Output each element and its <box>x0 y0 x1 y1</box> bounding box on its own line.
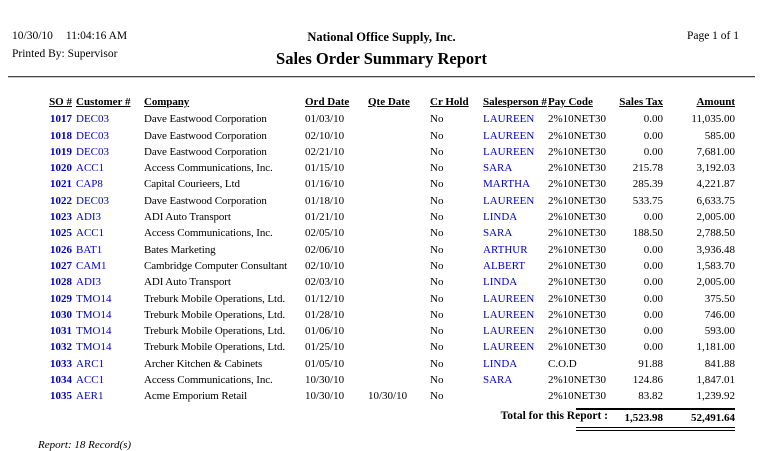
printed-by: Printed By: Supervisor <box>12 48 118 60</box>
so-number-link[interactable]: 1026 <box>50 243 72 256</box>
table-row <box>34 176 735 192</box>
customer-number-link[interactable]: DEC03 <box>76 129 109 142</box>
ord-date-cell: 01/25/10 <box>305 341 345 354</box>
company-cell: Dave Eastwood Corporation <box>144 145 267 158</box>
cr-hold-cell: No <box>430 145 444 158</box>
table-row <box>34 356 735 372</box>
qte-date-cell <box>368 242 430 258</box>
pay-code-cell: 2%10NET30 <box>548 227 607 240</box>
customer-number-link[interactable]: TMO14 <box>76 308 112 321</box>
column-header-so: SO # <box>49 96 72 108</box>
sales-tax-cell: 0.00 <box>643 341 663 354</box>
qte-date-cell <box>368 176 430 192</box>
ord-date-cell: 02/05/10 <box>305 227 345 240</box>
column-header-ord-date: Ord Date <box>305 96 350 108</box>
column-header-customer: Customer # <box>76 96 131 108</box>
cr-hold-cell: No <box>430 374 444 387</box>
company-cell: Access Communications, Inc. <box>144 374 273 387</box>
amount-cell: 3,936.48 <box>696 243 735 256</box>
header-center <box>230 30 533 69</box>
so-number-link[interactable]: 1025 <box>50 227 72 240</box>
so-number-link[interactable]: 1028 <box>50 276 72 289</box>
salesperson-link[interactable]: ARTHUR <box>483 243 528 256</box>
table-row <box>34 372 735 388</box>
customer-number-link[interactable]: ACC1 <box>76 374 105 387</box>
qte-date-cell <box>368 258 430 274</box>
ord-date-cell: 10/30/10 <box>305 374 345 387</box>
so-number-link[interactable]: 1027 <box>50 259 72 272</box>
amount-cell: 746.00 <box>704 308 735 321</box>
ord-date-cell: 02/03/10 <box>305 276 345 289</box>
totals-label: Total for this Report : <box>500 409 608 422</box>
table-row <box>34 225 735 241</box>
amount-cell: 11,035.00 <box>691 113 735 126</box>
cr-hold-cell: No <box>430 341 444 354</box>
ord-date-cell: 02/10/10 <box>305 259 345 272</box>
header-divider <box>8 76 755 78</box>
salesperson-link[interactable]: LAUREEN <box>483 129 535 142</box>
so-number-link[interactable]: 1021 <box>50 178 72 191</box>
cr-hold-cell: No <box>430 243 444 256</box>
column-header-sales-tax: Sales Tax <box>619 96 663 108</box>
qte-date-cell <box>368 372 430 388</box>
ord-date-cell: 01/21/10 <box>305 211 345 224</box>
pay-code-cell: 2%10NET30 <box>548 325 607 338</box>
customer-number-link[interactable]: CAP8 <box>76 178 103 191</box>
cr-hold-cell: No <box>430 259 444 272</box>
report-totals-row <box>34 408 735 431</box>
table-row <box>34 111 735 127</box>
cr-hold-cell: No <box>430 194 444 207</box>
sales-tax-cell: 91.88 <box>638 357 663 370</box>
page-header <box>0 0 763 69</box>
qte-date-cell <box>368 193 430 209</box>
table-row <box>34 160 735 176</box>
company-cell: Dave Eastwood Corporation <box>144 113 267 126</box>
pay-code-cell: 2%10NET30 <box>548 162 607 175</box>
company-cell: Acme Emporium Retail <box>144 390 248 403</box>
page-indicator: Page 1 of 1 <box>686 30 739 42</box>
print-time: 11:04:16 AM <box>65 30 128 42</box>
column-header-pay-code: Pay Code <box>548 96 593 108</box>
customer-number-link[interactable]: ACC1 <box>76 227 105 240</box>
so-number-link[interactable]: 1033 <box>50 357 72 370</box>
sales-tax-cell: 0.00 <box>643 325 663 338</box>
so-number-link[interactable]: 1030 <box>50 308 72 321</box>
table-header-row <box>34 94 735 110</box>
column-header-amount: Amount <box>696 96 735 108</box>
ord-date-cell: 01/18/10 <box>305 194 345 207</box>
sales-tax-cell: 0.00 <box>643 145 663 158</box>
pay-code-cell: 2%10NET30 <box>548 308 607 321</box>
company-cell: ADI Auto Transport <box>144 276 231 289</box>
sales-tax-cell: 0.00 <box>643 211 663 224</box>
customer-number-link[interactable]: AER1 <box>76 390 104 403</box>
amount-cell: 2,005.00 <box>696 211 735 224</box>
sales-tax-cell: 0.00 <box>643 243 663 256</box>
sales-order-table <box>0 94 763 405</box>
ord-date-cell: 01/03/10 <box>305 113 345 126</box>
amount-cell: 593.00 <box>704 325 735 338</box>
sales-tax-cell: 0.00 <box>643 292 663 305</box>
salesperson-link[interactable]: LAUREEN <box>483 341 535 354</box>
pay-code-cell: 2%10NET30 <box>548 276 607 289</box>
cr-hold-cell: No <box>430 276 444 289</box>
table-row <box>34 339 735 355</box>
sales-tax-cell: 0.00 <box>643 276 663 289</box>
pay-code-cell: 2%10NET30 <box>548 178 607 191</box>
amount-cell: 3,192.03 <box>696 162 735 175</box>
sales-tax-cell: 0.00 <box>643 129 663 142</box>
record-count: Report: 18 Record(s) <box>38 438 132 451</box>
amount-cell: 375.50 <box>704 292 735 305</box>
amount-cell: 1,583.70 <box>696 259 735 272</box>
cr-hold-cell: No <box>430 390 444 403</box>
salesperson-link[interactable]: LINDA <box>483 276 518 289</box>
table-row <box>34 307 735 323</box>
pay-code-cell: 2%10NET30 <box>548 129 607 142</box>
pay-code-cell: 2%10NET30 <box>548 259 607 272</box>
salesperson-link[interactable]: LAUREEN <box>483 308 535 321</box>
cr-hold-cell: No <box>430 211 444 224</box>
sales-tax-cell: 215.78 <box>632 162 663 175</box>
so-number-link[interactable]: 1035 <box>50 390 72 403</box>
so-number-link[interactable]: 1034 <box>50 374 72 387</box>
cr-hold-cell: No <box>430 178 444 191</box>
cr-hold-cell: No <box>430 227 444 240</box>
customer-number-link[interactable]: ACC1 <box>76 162 105 175</box>
sales-tax-cell: 188.50 <box>632 227 663 240</box>
customer-number-link[interactable]: CAM1 <box>76 259 107 272</box>
company-cell: Cambridge Computer Consultant <box>144 259 288 272</box>
print-datetime <box>12 30 230 42</box>
pay-code-cell: 2%10NET30 <box>548 211 607 224</box>
company-cell: Dave Eastwood Corporation <box>144 194 267 207</box>
ord-date-cell: 10/30/10 <box>305 390 345 403</box>
ord-date-cell: 02/10/10 <box>305 129 345 142</box>
table-body <box>0 111 763 404</box>
sales-tax-cell: 0.00 <box>643 259 663 272</box>
customer-number-link[interactable]: DEC03 <box>76 194 109 207</box>
cr-hold-cell: No <box>430 357 444 370</box>
qte-date-cell <box>368 111 430 127</box>
sales-tax-cell: 0.00 <box>643 308 663 321</box>
qte-date-cell <box>368 339 430 355</box>
column-header-company: Company <box>144 96 190 108</box>
ord-date-cell: 01/06/10 <box>305 325 345 338</box>
cr-hold-cell: No <box>430 113 444 126</box>
company-cell: Access Communications, Inc. <box>144 227 273 240</box>
so-number-link[interactable]: 1020 <box>50 162 72 175</box>
qte-date-cell <box>368 307 430 323</box>
ord-date-cell: 02/06/10 <box>305 243 345 256</box>
amount-cell: 1,181.00 <box>696 341 735 354</box>
qte-date-cell <box>368 225 430 241</box>
customer-number-link[interactable]: BAT1 <box>76 243 103 256</box>
qte-date-cell <box>368 128 430 144</box>
ord-date-cell: 01/12/10 <box>305 292 345 305</box>
so-number-link[interactable]: 1022 <box>50 194 72 207</box>
company-cell: Bates Marketing <box>144 243 216 256</box>
company-cell: Treburk Mobile Operations, Ltd. <box>144 292 286 305</box>
qte-date-cell <box>368 356 430 372</box>
company-cell: Treburk Mobile Operations, Ltd. <box>144 341 286 354</box>
amount-cell: 1,239.92 <box>696 390 735 403</box>
ord-date-cell: 02/21/10 <box>305 145 345 158</box>
table-row <box>34 274 735 290</box>
qte-date-cell <box>368 274 430 290</box>
so-number-link[interactable]: 1029 <box>50 292 72 305</box>
salesperson-link[interactable]: LAUREEN <box>483 325 535 338</box>
salesperson-link[interactable]: SARA <box>483 374 513 387</box>
print-date: 10/30/10 <box>12 30 53 42</box>
total-amount: 52,491.64 <box>651 408 735 431</box>
column-header-salesperson: Salesperson # <box>483 96 547 108</box>
sales-tax-cell: 124.86 <box>632 374 663 387</box>
table-row <box>34 128 735 144</box>
sales-tax-cell: 285.39 <box>632 178 663 191</box>
so-number-link[interactable]: 1017 <box>50 113 72 126</box>
salesperson-link[interactable]: SARA <box>483 162 513 175</box>
customer-number-link[interactable]: DEC03 <box>76 145 109 158</box>
salesperson-link[interactable]: LAUREEN <box>483 292 535 305</box>
ord-date-cell: 01/05/10 <box>305 357 345 370</box>
so-number-link[interactable]: 1018 <box>50 129 72 142</box>
company-cell: Dave Eastwood Corporation <box>144 129 267 142</box>
qte-date-cell <box>368 323 430 339</box>
cr-hold-cell: No <box>430 292 444 305</box>
company-name: National Office Supply, Inc. <box>307 30 456 44</box>
cr-hold-cell: No <box>430 129 444 142</box>
cr-hold-cell: No <box>430 162 444 175</box>
pay-code-cell: 2%10NET30 <box>548 145 607 158</box>
table-row <box>34 258 735 274</box>
cr-hold-cell: No <box>430 325 444 338</box>
amount-cell: 585.00 <box>704 129 735 142</box>
sales-tax-cell: 0.00 <box>643 113 663 126</box>
ord-date-cell: 01/16/10 <box>305 178 345 191</box>
salesperson-link[interactable]: LAUREEN <box>483 194 535 207</box>
pay-code-cell: 2%10NET30 <box>548 194 607 207</box>
cr-hold-cell: No <box>430 308 444 321</box>
ord-date-cell: 01/15/10 <box>305 162 345 175</box>
salesperson-link[interactable]: ALBERT <box>483 259 526 272</box>
qte-date-cell: 10/30/10 <box>368 390 408 403</box>
customer-number-link[interactable]: TMO14 <box>76 341 112 354</box>
table-row <box>34 388 735 404</box>
table-row <box>34 242 735 258</box>
customer-number-link[interactable]: DEC03 <box>76 113 109 126</box>
company-cell: ADI Auto Transport <box>144 211 231 224</box>
customer-number-link[interactable]: TMO14 <box>76 292 112 305</box>
company-cell: Capital Courieers, Ltd <box>144 178 240 191</box>
so-number-link[interactable]: 1032 <box>50 341 72 354</box>
total-sales-tax: 1,523.98 <box>576 408 663 431</box>
table-row <box>34 209 735 225</box>
amount-cell: 4,221.87 <box>696 178 735 191</box>
customer-number-link[interactable]: ADI3 <box>76 276 102 289</box>
company-cell: Access Communications, Inc. <box>144 162 273 175</box>
customer-number-link[interactable]: ARC1 <box>76 357 105 370</box>
column-header-qte-date: Qte Date <box>368 96 410 108</box>
pay-code-cell: 2%10NET30 <box>548 390 607 403</box>
amount-cell: 7,681.00 <box>696 145 735 158</box>
salesperson-link[interactable]: SARA <box>483 227 513 240</box>
company-cell: Treburk Mobile Operations, Ltd. <box>144 308 286 321</box>
so-number-link[interactable]: 1023 <box>50 211 72 224</box>
amount-cell: 2,005.00 <box>696 276 735 289</box>
sales-tax-cell: 83.82 <box>638 390 663 403</box>
pay-code-cell: 2%10NET30 <box>548 243 607 256</box>
pay-code-cell: 2%10NET30 <box>548 113 607 126</box>
table-row <box>34 323 735 339</box>
pay-code-cell: 2%10NET30 <box>548 341 607 354</box>
qte-date-cell <box>368 291 430 307</box>
amount-cell: 841.88 <box>704 357 735 370</box>
so-number-link[interactable]: 1031 <box>50 325 72 338</box>
qte-date-cell <box>368 144 430 160</box>
table-row <box>34 144 735 160</box>
pay-code-cell: 2%10NET30 <box>548 292 607 305</box>
salesperson-link[interactable]: LINDA <box>483 357 518 370</box>
column-header-cr-hold: Cr Hold <box>430 96 469 108</box>
pay-code-cell: 2%10NET30 <box>548 374 607 387</box>
qte-date-cell <box>368 209 430 225</box>
sales-tax-cell: 533.75 <box>632 194 663 207</box>
amount-cell: 6,633.75 <box>696 194 735 207</box>
so-number-link[interactable]: 1019 <box>50 145 72 158</box>
salesperson-link[interactable]: LINDA <box>483 211 518 224</box>
header-left <box>0 30 230 60</box>
table-row <box>34 291 735 307</box>
salesperson-link[interactable]: LAUREEN <box>483 113 535 126</box>
amount-cell: 2,788.50 <box>696 227 735 240</box>
company-cell: Archer Kitchen & Cabinets <box>144 357 263 370</box>
company-cell: Treburk Mobile Operations, Ltd. <box>144 325 286 338</box>
salesperson-link[interactable]: LAUREEN <box>483 145 535 158</box>
salesperson-link[interactable] <box>483 388 548 404</box>
pay-code-cell: C.O.D <box>548 357 577 370</box>
amount-cell: 1,847.01 <box>696 374 735 387</box>
customer-number-link[interactable]: TMO14 <box>76 325 112 338</box>
report-title: Sales Order Summary Report <box>276 49 487 68</box>
salesperson-link[interactable]: MARTHA <box>483 178 531 191</box>
ord-date-cell: 01/28/10 <box>305 308 345 321</box>
table-row <box>34 193 735 209</box>
qte-date-cell <box>368 160 430 176</box>
customer-number-link[interactable]: ADI3 <box>76 211 102 224</box>
